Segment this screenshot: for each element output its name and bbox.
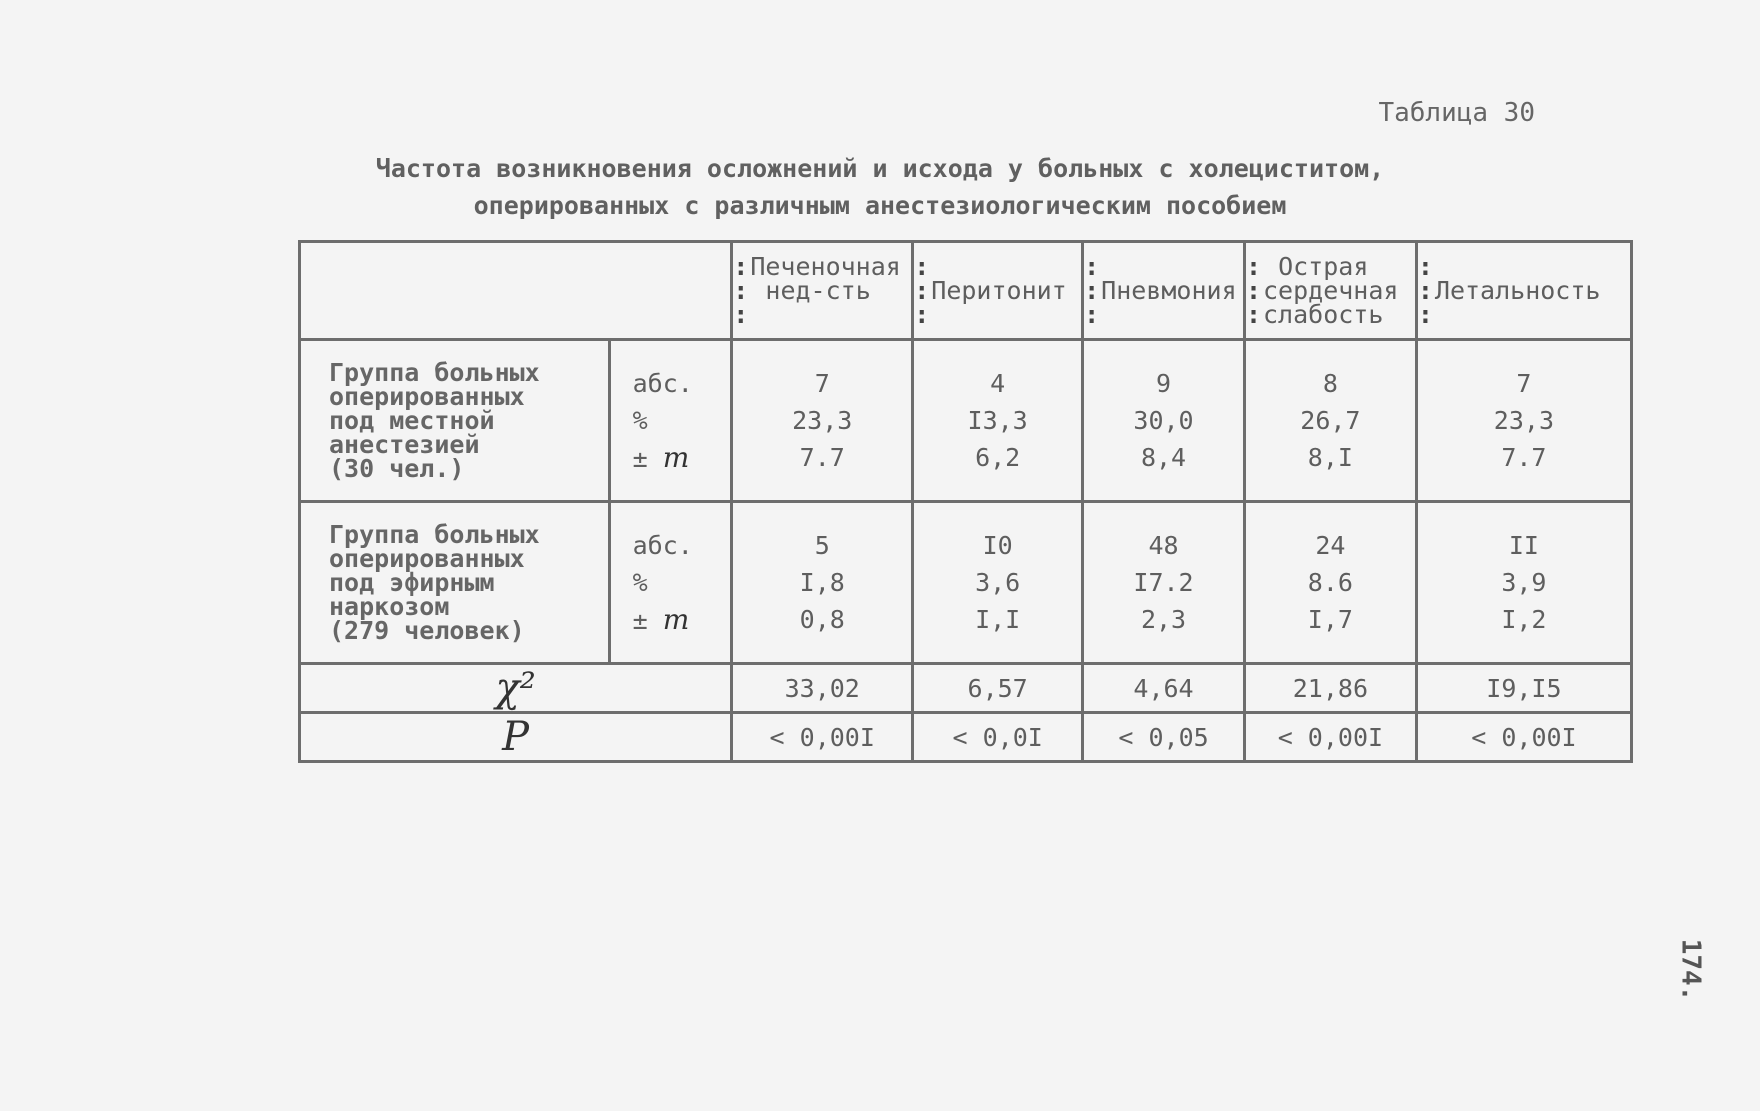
caption-line-1: Частота возникновения осложнений и исхода у больных с холециститом,: [375, 154, 1385, 183]
table-row-ether-anesthesia: [300, 502, 1632, 664]
table-row-local-anesthesia: [300, 340, 1632, 502]
column-header-heart-failure: : Острая :сердечная :слабость: [1244, 242, 1416, 340]
cell-ether-heart: 24 8.6 I,7: [1244, 502, 1416, 664]
p-value-label: P: [300, 713, 732, 762]
p-value-pneumonia: < 0,05: [1083, 713, 1245, 762]
chi-square-mortality: I9,I5: [1416, 664, 1631, 713]
chi-square-heart: 21,86: [1244, 664, 1416, 713]
cell-local-liver: 7 23,3 7.7: [732, 340, 913, 502]
column-header-liver-failure: :Печеночная : нед-сть :: [732, 242, 913, 340]
column-header-peritonitis: : :Перитонит :: [913, 242, 1083, 340]
chi-square-pneumonia: 4,64: [1083, 664, 1245, 713]
complications-table: [298, 240, 1633, 763]
group-name-local: Группа больных оперированных под местной анестезией (30 чел.): [300, 340, 610, 502]
p-value-peritonitis: < 0,0I: [913, 713, 1083, 762]
cell-local-mortality: 7 23,3 7.7: [1416, 340, 1631, 502]
p-value-mortality: < 0,00I: [1416, 713, 1631, 762]
cell-ether-pneumonia: 48 I7.2 2,3: [1083, 502, 1245, 664]
units-local: абс. % ± m: [609, 340, 732, 502]
page-number: 174.: [1675, 938, 1706, 1002]
cell-local-peritonitis: 4 I3,3 6,2: [913, 340, 1083, 502]
p-value-liver: < 0,00I: [732, 713, 913, 762]
header-row: [300, 242, 1632, 340]
chi-square-peritonitis: 6,57: [913, 664, 1083, 713]
cell-ether-liver: 5 I,8 0,8: [732, 502, 913, 664]
table-row-p-value: [300, 713, 1632, 762]
units-ether: абс. % ± m: [609, 502, 732, 664]
cell-ether-peritonitis: I0 3,6 I,I: [913, 502, 1083, 664]
cell-local-pneumonia: 9 30,0 8,4: [1083, 340, 1245, 502]
chi-square-liver: 33,02: [732, 664, 913, 713]
p-value-heart: < 0,00I: [1244, 713, 1416, 762]
header-corner: [300, 242, 732, 340]
column-header-mortality: : :Летальность :: [1416, 242, 1631, 340]
group-name-ether: Группа больных оперированных под эфирным наркозом (279 человек): [300, 502, 610, 664]
table-label: Таблица 30: [1378, 98, 1535, 128]
caption-line-2: оперированных с различным анестезиологическим пособием: [473, 191, 1287, 220]
cell-local-heart: 8 26,7 8,I: [1244, 340, 1416, 502]
cell-ether-mortality: II 3,9 I,2: [1416, 502, 1631, 664]
chi-square-label: χ²: [300, 664, 732, 713]
table-row-chi-square: [300, 664, 1632, 713]
column-header-pneumonia: : :Пневмония :: [1083, 242, 1245, 340]
table-caption: [300, 150, 1460, 224]
